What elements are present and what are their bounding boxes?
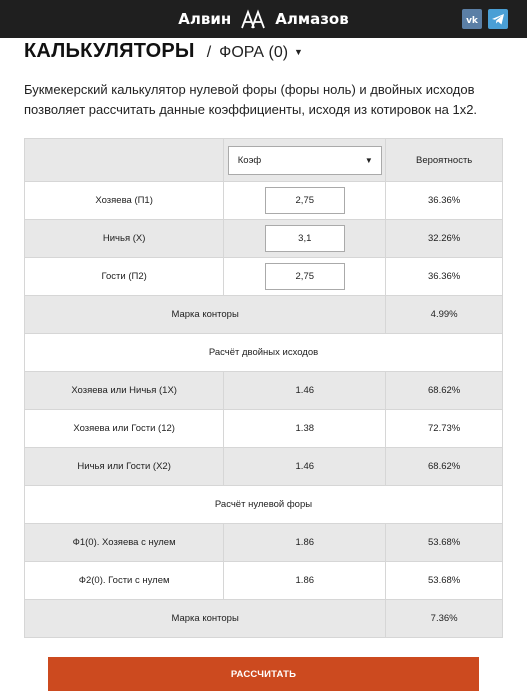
caret-down-icon: ▼ [364,155,373,165]
odds-format-value: Коэф [237,154,262,166]
zero-label: Ф1(0). Хозяева с нулем [25,524,224,562]
zero-handicap-row [25,524,503,562]
double-label: Ничья или Гости (Х2) [25,448,224,486]
double-odd: 1.38 [224,410,386,448]
page-header [24,40,303,63]
aa-monogram-icon [241,9,265,29]
table-header-row [25,139,503,182]
vk-icon[interactable] [462,9,482,29]
breadcrumb-separator: / [206,44,212,61]
header-select-cell [224,139,386,182]
double-odd: 1.46 [224,372,386,410]
logo-name-first: Алвин [178,10,232,28]
margin-row [25,600,503,638]
double-probability: 72.73% [386,410,503,448]
zero-label: Ф2(0). Гости с нулем [25,562,224,600]
double-probability: 68.62% [386,448,503,486]
outcome-probability: 36.36% [386,258,503,296]
section-row-double [25,334,503,372]
outcome-label: Ничья (Х) [25,220,224,258]
outcome-probability: 36.36% [386,182,503,220]
probability-header: Вероятность [386,139,503,182]
calculate-button[interactable]: РАССЧИТАТЬ [48,657,479,691]
breadcrumb-current: ФОРА (0) [219,44,289,61]
outcome-probability: 32.26% [386,220,503,258]
margin-value: 7.36% [386,600,503,638]
double-row [25,410,503,448]
margin-label: Марка конторы [25,600,386,638]
outcome-row-away [25,258,503,296]
draw-odds-input[interactable] [265,225,345,252]
top-bar [0,0,527,38]
caret-down-icon: ▼ [294,47,303,57]
double-probability: 68.62% [386,372,503,410]
svg-text:vk: vk [466,16,478,26]
margin-row [25,296,503,334]
outcome-row-home [25,182,503,220]
double-odd: 1.46 [224,448,386,486]
intro-text: Букмекерский калькулятор нулевой форы (форы ноль) и двойных исходов позволяет рассчитать данные коэффициенты, исходя из котировок на 1х2. [24,82,478,117]
site-logo[interactable] [0,0,527,38]
section-title-zero: Расчёт нулевой форы [25,486,503,524]
page-title: КАЛЬКУЛЯТОРЫ [24,40,195,62]
calculator-table [24,138,503,638]
double-row [25,372,503,410]
header-empty-cell [25,139,224,182]
section-title-double: Расчёт двойных исходов [25,334,503,372]
away-odds-input[interactable] [265,263,345,290]
zero-probability: 53.68% [386,524,503,562]
outcome-row-draw [25,220,503,258]
odds-format-select[interactable] [228,146,382,175]
telegram-icon[interactable] [488,9,508,29]
home-odds-input[interactable] [265,187,345,214]
double-row [25,448,503,486]
margin-label: Марка конторы [25,296,386,334]
double-label: Хозяева или Ничья (1Х) [25,372,224,410]
zero-odd: 1.86 [224,562,386,600]
outcome-label: Гости (П2) [25,258,224,296]
logo-name-last: Алмазов [275,10,349,28]
zero-odd: 1.86 [224,524,386,562]
section-row-zero [25,486,503,524]
zero-handicap-row [25,562,503,600]
zero-probability: 53.68% [386,562,503,600]
double-label: Хозяева или Гости (12) [25,410,224,448]
calculator-switcher[interactable] [207,44,303,62]
margin-value: 4.99% [386,296,503,334]
outcome-label: Хозяева (П1) [25,182,224,220]
